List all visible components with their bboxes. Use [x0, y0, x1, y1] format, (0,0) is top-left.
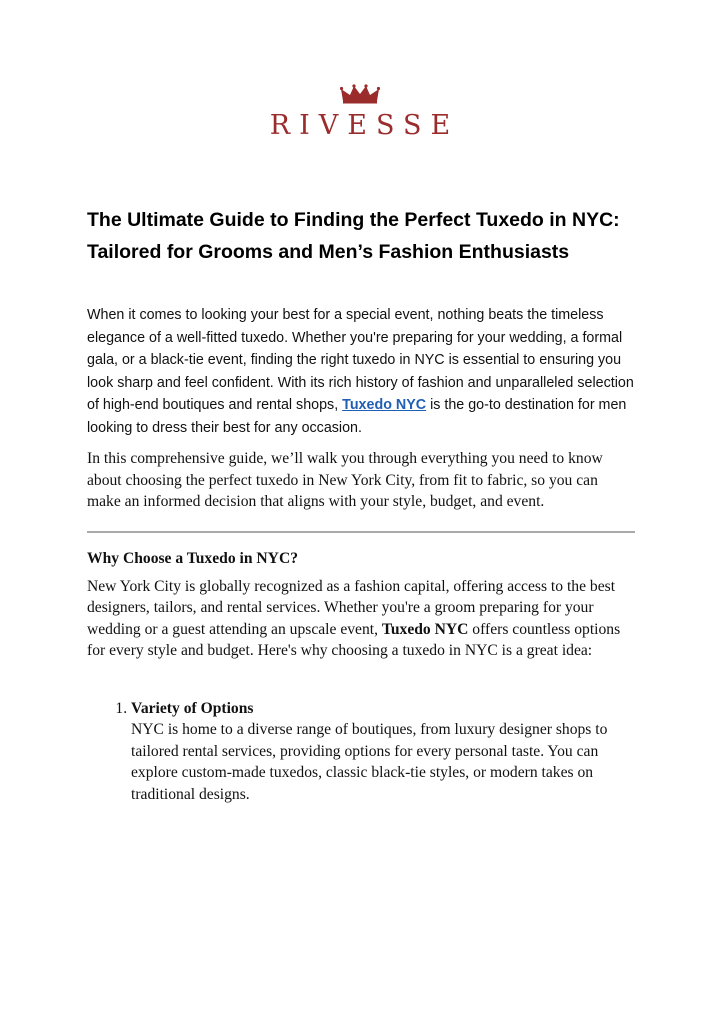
section-bold-text: Tuxedo NYC — [381, 620, 469, 638]
reasons-list — [87, 698, 635, 806]
brand-logo — [0, 84, 720, 141]
list-item-title: 1. Variety of Options — [131, 699, 254, 717]
section-heading: Why Choose a Tuxedo in NYC? — [87, 549, 299, 567]
intro-paragraph — [87, 304, 635, 439]
section-paragraph — [87, 576, 635, 662]
guide-paragraph: In this comprehensive guide, we’ll walk you through everything you need to know about choosing the perfect tuxedo in New York City, from fit to fabric, so you can make an informed decision that aligns with your style, budget, and event. — [87, 450, 603, 510]
section-text-end: offers countless options for every style and budget. Here's why choosing a tuxedo in NYC is a great idea: — [87, 620, 621, 659]
intro-text-end: is the go-to destination for men looking to dress their best for any occasion. — [87, 397, 627, 436]
section-text-start: New York City is globally recognized as a fashion capital, offering access to the best designers, tailors, and rental services. Whether you're a groom preparing for your wedding or a guest attending an upscale event, — [87, 577, 616, 638]
article-body — [87, 204, 635, 805]
article-title: The Ultimate Guide to Finding the Perfect Tuxedo in NYC: Tailored for Grooms and Men’s Fashion Enthusiasts — [87, 209, 620, 263]
list-item-text: NYC is home to a diverse range of boutiques, from luxury designer shops to tailored rental services, providing options for every personal taste. You can explore custom-made tuxedos, classic black-tie styles, or modern takes on traditional designs. — [131, 721, 608, 803]
tuxedo-nyc-link[interactable]: Tuxedo NYC — [342, 397, 427, 413]
brand-name: RIVESSE — [269, 110, 460, 141]
crown-icon — [340, 84, 380, 104]
intro-text-start: When it comes to looking your best for a special event, nothing beats the timeless elegance of a well-fitted tuxedo. Whether you're preparing for your wedding, a formal gala, or a black-tie event, finding the right tuxedo in NYC is essential to ensuring you look sharp and feel confident. With its rich history of fashion and unparalleled selection of high-end boutiques and rental shops, — [87, 307, 634, 413]
section-divider — [87, 531, 635, 533]
list-item — [131, 698, 635, 806]
